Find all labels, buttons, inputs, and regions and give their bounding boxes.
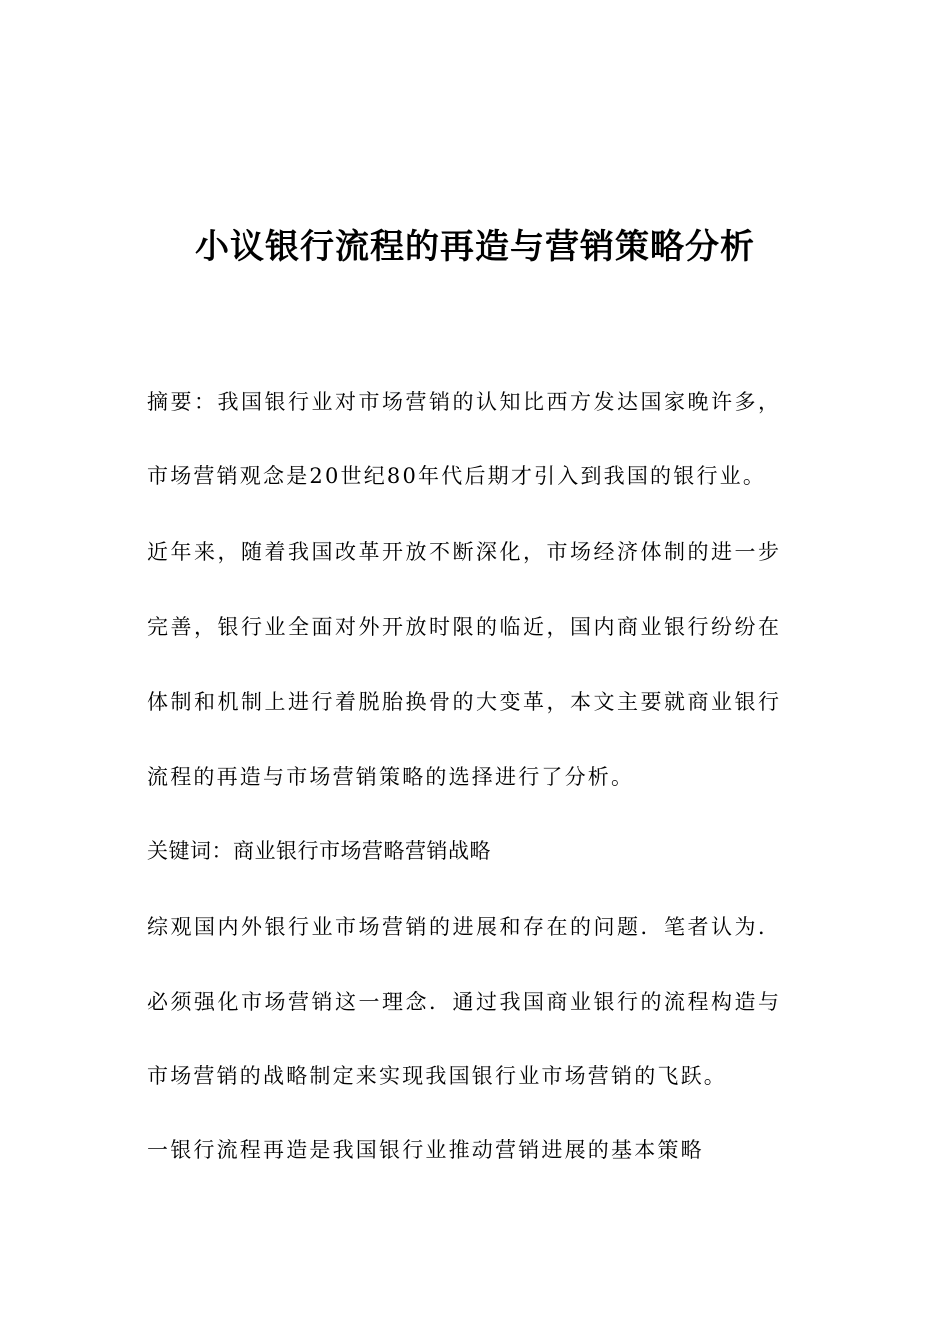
abstract-line: 摘要：我国银行业对市场营销的认知比西方发达国家晚许多， (147, 390, 782, 414)
abstract-line: 近年来，随着我国改革开放不断深化，市场经济体制的进一步 (147, 540, 782, 564)
section-heading: 一银行流程再造是我国银行业推动营销进展的基本策略 (147, 1138, 704, 1162)
abstract-line: 体制和机制上进行着脱胎换骨的大变革，本文主要就商业银行 (147, 690, 782, 714)
keywords-line: 关键词：商业银行市场营略营销战略 (147, 839, 491, 863)
abstract-line: 市场营销观念是20世纪80年代后期才引入到我国的银行业。 (147, 464, 767, 488)
body-line: 市场营销的战略制定来实现我国银行业市场营销的飞跃。 (147, 1064, 727, 1088)
abstract-line: 完善，银行业全面对外开放时限的临近，国内商业银行纷纷在 (147, 615, 782, 639)
document-title: 小议银行流程的再造与营销策略分析 (195, 227, 755, 267)
abstract-line: 流程的再造与市场营销策略的选择进行了分析。 (147, 765, 635, 789)
body-line: 必须强化市场营销这一理念．通过我国商业银行的流程构造与 (147, 990, 782, 1014)
body-line: 综观国内外银行业市场营销的进展和存在的问题．笔者认为． (147, 915, 782, 939)
